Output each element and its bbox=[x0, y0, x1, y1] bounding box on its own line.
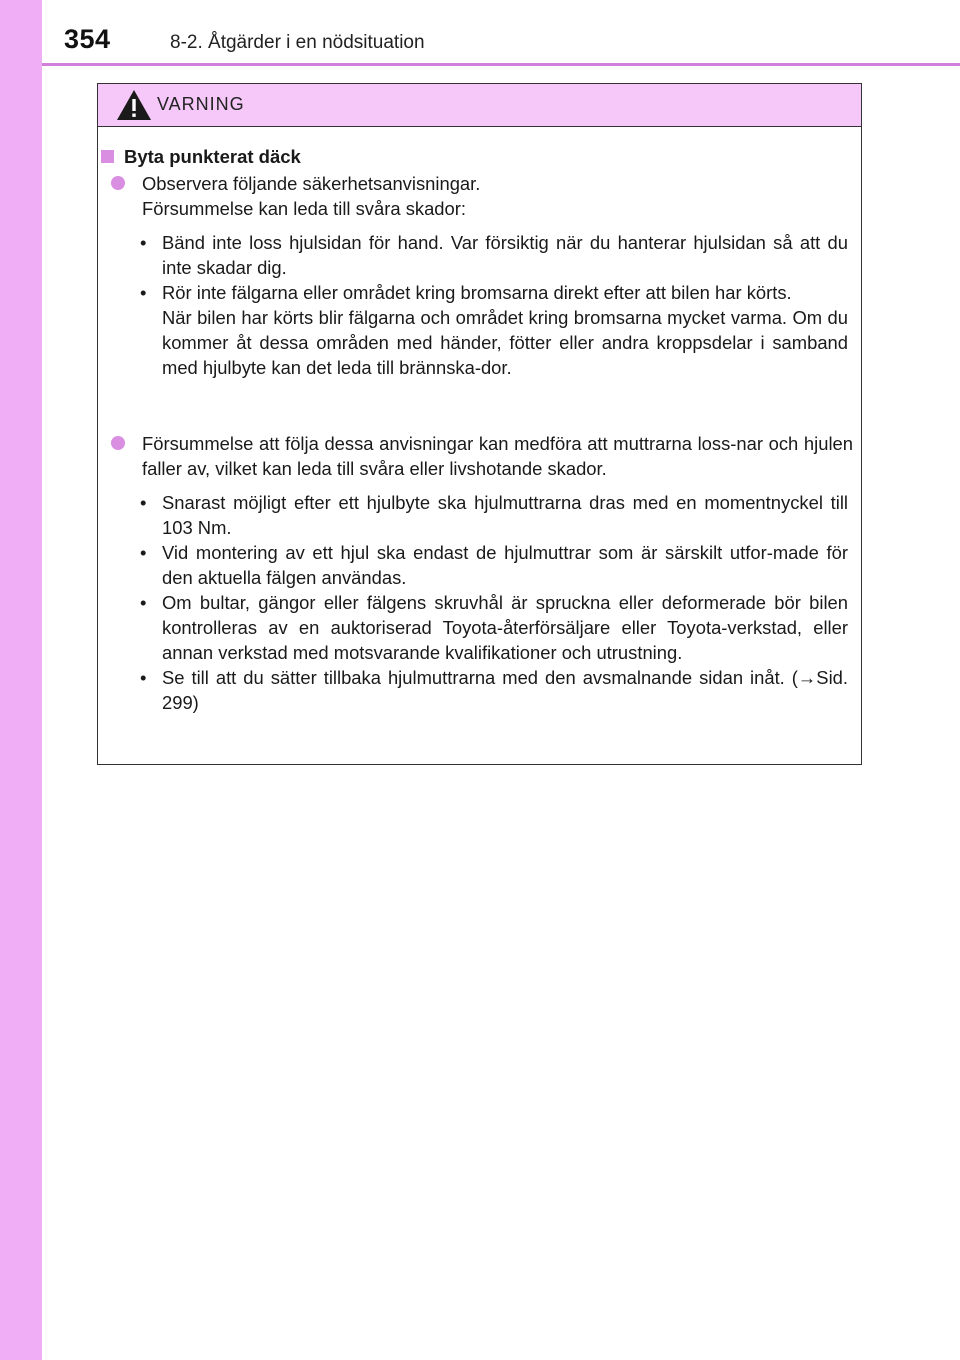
header-rule bbox=[42, 63, 960, 66]
bullet-item: • Vid montering av ett hjul ska endast de hjulmuttrar som är särskilt utfor-made för den aktuella fälgen användas. bbox=[140, 540, 848, 590]
warning-heading bbox=[101, 144, 301, 169]
bullet-list bbox=[140, 490, 848, 715]
warning-item bbox=[111, 171, 853, 221]
bullet-item: • Se till att du sätter tillbaka hjulmuttrarna med den avsmalnande sidan inåt. (→Sid. 299) bbox=[140, 665, 848, 715]
bullet-item: • Snarast möjligt efter ett hjulbyte ska hjulmuttrarna dras med en momentnyckel till 103 Nm. bbox=[140, 490, 848, 540]
side-tab-stripe bbox=[0, 0, 42, 1360]
bullet-item: • Bänd inte loss hjulsidan för hand. Var försiktig när du hanterar hjulsidan så att du inte skadar dig. bbox=[140, 230, 848, 280]
bullet-list bbox=[140, 230, 848, 380]
square-marker-icon bbox=[101, 150, 114, 163]
item-line: Observera följande säkerhetsanvisningar. bbox=[142, 173, 481, 194]
item-line: Försummelse att följa dessa anvisningar kan medföra att muttrarna loss-nar och hjulen faller av, vilket kan leda till svåra eller livshotande skador. bbox=[142, 433, 853, 479]
warning-heading-text: Byta punkterat däck bbox=[124, 146, 301, 167]
warning-box bbox=[97, 83, 862, 765]
warning-label: VARNING bbox=[157, 94, 245, 114]
warning-item bbox=[111, 431, 853, 481]
bullet-extra: När bilen har körts blir fälgarna och området kring bromsarna mycket varma. Om du kommer åt dessa områden med händer, fötter eller andra kroppsdelar i samband med hjulbyte kan det leda till brännska-dor. bbox=[162, 307, 848, 378]
page-number: 354 bbox=[64, 24, 111, 54]
section-title: 8-2. Åtgärder i en nödsituation bbox=[170, 32, 425, 53]
bullet-item: • Om bultar, gängor eller fälgens skruvhål är spruckna eller deformerade bör bilen kontrolleras av en auktoriserad Toyota-återförsäljare eller Toyota-verkstad, eller annan verkstad med motsvarande kvalifikationer och utrustning. bbox=[140, 590, 848, 665]
circle-marker-icon bbox=[111, 436, 125, 450]
circle-marker-icon bbox=[111, 176, 125, 190]
warning-triangle-icon bbox=[116, 89, 152, 121]
warning-header bbox=[98, 84, 861, 127]
item-line: Försummelse kan leda till svåra skador: bbox=[142, 198, 467, 219]
bullet-item: • Rör inte fälgarna eller området kring bromsarna direkt efter att bilen har körts. När bilen har körts blir fälgarna och området kring bromsarna mycket varma. Om du kommer åt dessa områden med händer, fötter eller andra kroppsdelar i samband med hjulbyte kan det leda till brännska-dor. bbox=[140, 280, 848, 380]
